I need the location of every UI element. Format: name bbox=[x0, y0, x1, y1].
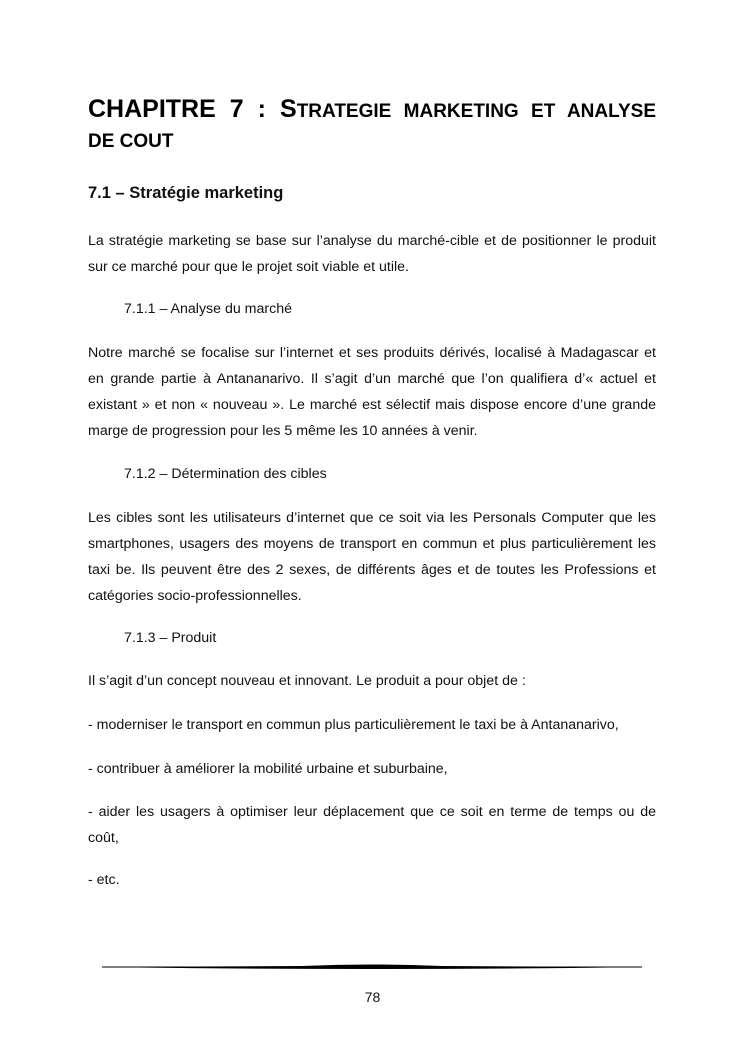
subsection-heading-market-analysis: 7.1.1 – Analyse du marché bbox=[124, 301, 292, 317]
chapter-title-line2: DE COUT bbox=[88, 131, 174, 152]
section-intro-paragraph: La stratégie marketing se base sur l’analyse du marché-cible et de positionner le produit sur ce marché pour que le projet soit viable et utile. bbox=[88, 233, 656, 275]
subsection-heading-product: 7.1.3 – Produit bbox=[124, 630, 217, 646]
chapter-title-prefix: CHAPITRE 7 : S bbox=[88, 95, 297, 123]
product-intro-paragraph: Il s’agit d’un concept nouveau et innovant. Le produit a pour objet de : bbox=[88, 673, 526, 689]
footer-rule-divider bbox=[102, 961, 642, 973]
list-item: - contribuer à améliorer la mobilité urbaine et suburbaine, bbox=[88, 761, 448, 777]
list-item: - moderniser le transport en commun plus particulièrement le taxi be à Antananarivo, bbox=[88, 717, 619, 733]
targets-paragraph: Les cibles sont les utilisateurs d’internet que ce soit via les Personals Computer que les smartphones, usagers des moyens de transport en commun et plus particulièrement les taxi be. Ils peuvent être des 2 sexes, de différents âges et de toutes les Professions et catégories socio-professionnelles. bbox=[88, 510, 656, 604]
chapter-title-rest: TRATEGIE MARKETING ET ANALYSE bbox=[296, 101, 656, 122]
subsection-heading-targets: 7.1.2 – Détermination des cibles bbox=[124, 466, 327, 482]
market-analysis-paragraph: Notre marché se focalise sur l’internet et ses produits dérivés, localisé à Madagascar et en grande partie à Antananarivo. Il s’agit d’un marché que l’on qualifiera d’« actuel et existant » et non « nouveau ». Le marché est sélectif mais dispose encore d’une grande marge de progression pour les 5 même les 10 années à venir. bbox=[88, 345, 656, 439]
list-item: - etc. bbox=[88, 872, 120, 888]
chapter-title bbox=[88, 88, 656, 133]
list-item: - aider les usagers à optimiser leur déplacement que ce soit en terme de temps ou de coût, bbox=[88, 804, 656, 846]
page-number: 78 bbox=[364, 989, 381, 1005]
section-heading: 7.1 – Stratégie marketing bbox=[88, 184, 284, 202]
